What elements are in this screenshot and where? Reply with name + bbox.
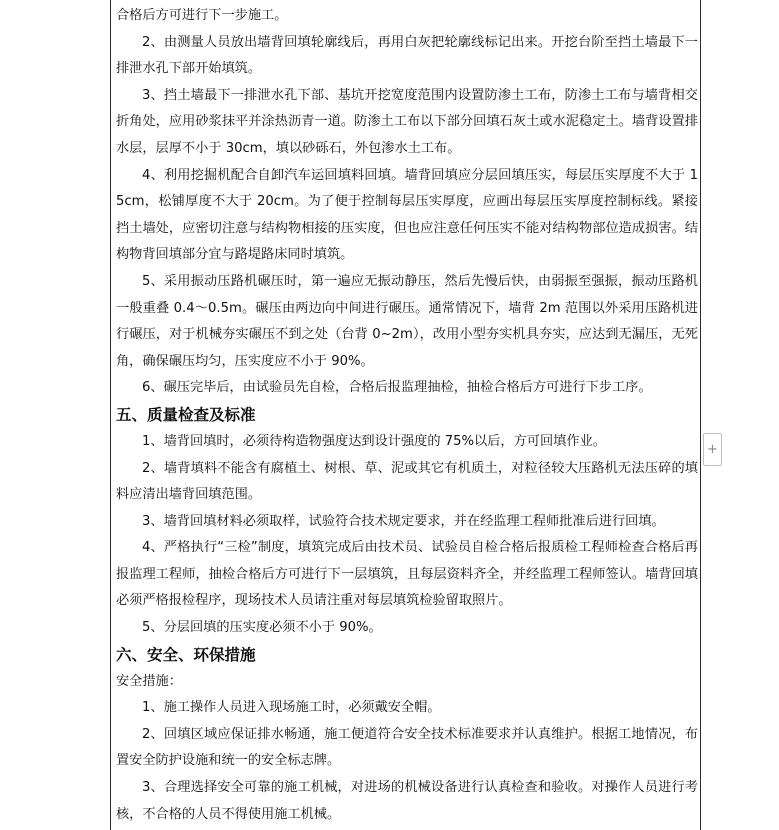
safety-item-1: 1、施工操作人员进入现场施工时，必须戴安全帽。 [142,700,441,716]
plus-icon: + [707,442,718,457]
safety-item-2: 2、回填区域应保证排水畅通，施工便道符合安全技术标准要求并认真维护。根据工地情况，布置安全防护设施和统一的安全标志牌。 [116,726,698,769]
safety-item-3: 3、合理选择安全可靠的施工机械，对进场的机械设备进行认真检查和验收。对操作人员进行考核，不合格的人员不得使用施工机械。 [116,780,698,822]
quality-item-2: 2、墙背填料不能含有腐植土、树根、草、泥或其它有机质土，对粒径较大压路机无法压碎的填料应清出墙背回填范围。 [116,460,698,503]
quality-item-1: 1、墙背回填时，必须待构造物强度达到设计强度的 75%以后，方可回填作业。 [142,433,606,449]
paragraph-item-5: 5、采用振动压路机碾压时，第一遍应无振动静压，然后先慢后快，由弱振至强振，振动压路机一般重叠 0.4～0.5m。碾压由两边向中间进行碾压。通常情况下，墙背 2m 范围以外采用压路机进行碾压，对于机械夯实碾压不到之处（台背 0~2m），改用小型夯实机具夯实，应达到无漏压，无死角，确保碾压均匀，压实度应不小于 90%。 [116,273,698,369]
paragraph-item-4: 4、利用挖掘机配合自卸汽车运回填料回填。墙背回填应分层回填压实，每层压实厚度不大于 15cm，松铺厚度不大于 20cm。为了便于控制每层压实厚度，应画出每层压实厚度控制标线。紧接挡土墙处，应密切注意与结构物相接的压实度，但也应注意任何压实不能对结构物部位造成损害。结构物背回填部分宜与路堤路床同时填筑。 [116,167,698,263]
paragraph-item-2: 2、由测量人员放出墙背回填轮廓线后，再用白灰把轮廓线标记出来。开挖台阶至挡土墙最下一排泄水孔下部开始填筑。 [116,34,698,77]
paragraph-continued: 合格后方可进行下一步施工。 [116,8,288,23]
paragraph-item-6: 6、碾压完毕后，由试验员先自检，合格后报监理抽检，抽检合格后方可进行下步工序。 [142,380,652,396]
section-heading-safety: 六、安全、环保措施 [116,645,256,664]
side-add-button[interactable] [703,433,722,466]
paragraph-item-3: 3、挡土墙最下一排泄水孔下部、基坑开挖宽度范围内设置防渗土工布，防渗土工布与墙背相交折角处，应用砂浆抹平并涂热沥青一道。防渗土工布以下部分回填石灰土或水泥稳定土。墙背设置排水层，层厚不小于 30cm，填以砂砾石，外包渗水土工布。 [116,87,698,156]
quality-item-4: 4、严格执行“三检”制度，填筑完成后由技术员、试验员自检合格后报质检工程师检查合格后再报监理工程师，抽检合格后方可进行下一层填筑，且每层资料齐全，并经监理工程师签认。墙背回填必须严格报检程序，现场技术人员请注重对每层填筑检验留取照片。 [116,540,698,609]
quality-item-5: 5、分层回填的压实度必须不小于 90%。 [142,620,382,636]
safety-measures-label: 安全措施： [116,673,182,689]
quality-item-3: 3、墙背回填材料必须取样，试验符合技术规定要求，并在经监理工程师批准后进行回填。 [142,513,665,529]
document-page [116,0,698,828]
section-heading-quality: 五、质量检查及标准 [116,405,256,424]
